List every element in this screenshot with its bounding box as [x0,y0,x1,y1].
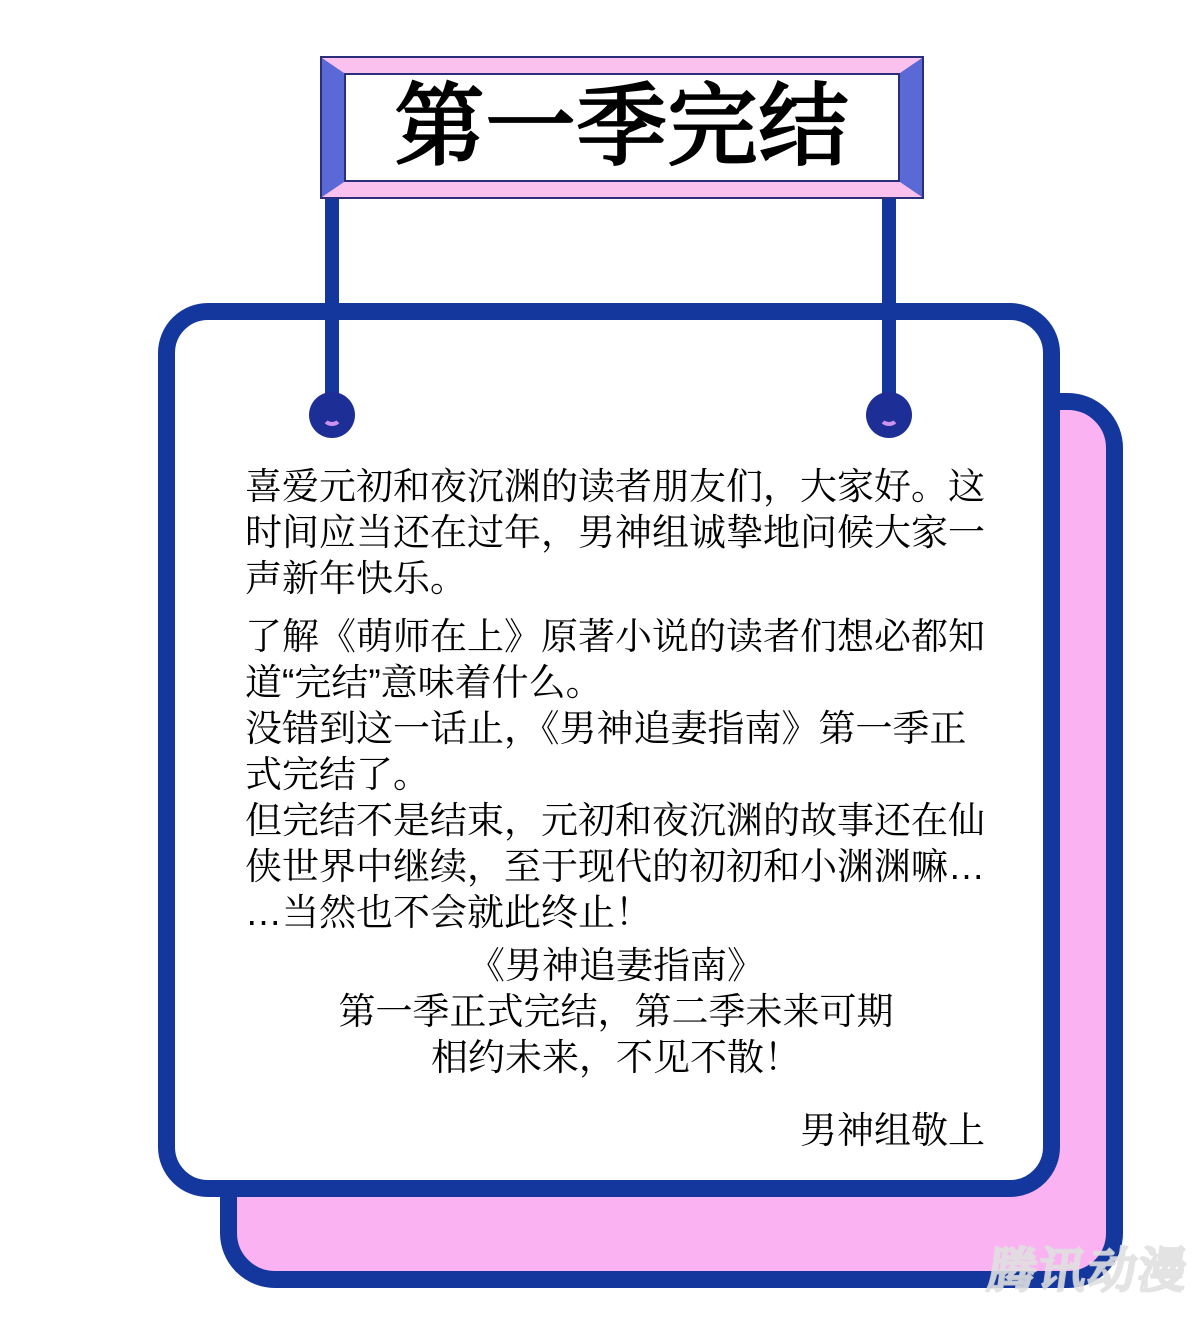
text-line: 没错到这一话止，《男神追妻指南》第一季正 [245,708,967,749]
text-line: 喜爱元初和夜沉渊的读者朋友们，大家好。这 [245,466,985,507]
pin-right-icon [866,392,912,438]
text-line: 侠世界中继续，至于现代的初初和小渊渊嘛… [245,846,985,887]
text-line: 声新年快乐。 [245,558,467,599]
text-line: 了解《萌师在上》原著小说的读者们想必都知 [245,616,985,657]
greeting-paragraph [245,464,987,602]
pin-highlight-icon [879,409,899,426]
signature: 男神组敬上 [800,1110,985,1151]
text-line: 但完结不是结束，元初和夜沉渊的故事还在仙 [245,800,985,841]
text-line: …当然也不会就此终止！ [245,892,652,933]
banner-title: 第一季完结 [394,76,850,177]
hanging-string-left [325,192,339,418]
tencent-comics-watermark: 腾讯动漫 [984,1245,1192,1298]
closing-block [245,943,987,1081]
text-line: 式完结了。 [245,754,430,795]
text-line: 道“完结”意味着什么。 [245,662,603,703]
pin-left-icon [309,392,355,438]
text-line: 时间应当还在过年，男神组诚挚地问候大家一 [245,512,985,553]
finale-explanation-paragraph [245,614,987,936]
hanging-string-right [882,192,896,418]
text-line: 第一季正式完结，第二季未来可期 [338,991,894,1032]
text-line: 相约未来，不见不散！ [431,1037,801,1078]
pin-highlight-icon [322,409,342,426]
announcement-text [245,464,987,1154]
season-finale-banner [322,58,922,197]
text-line: 《男神追妻指南》 [468,945,764,986]
